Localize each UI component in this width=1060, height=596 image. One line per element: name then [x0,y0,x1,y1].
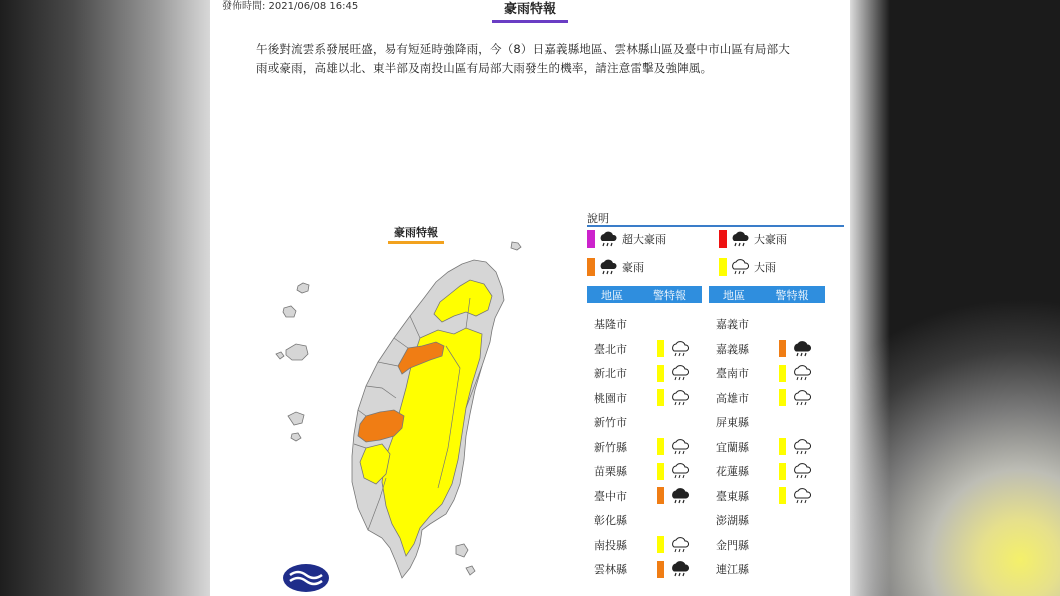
county-name: 臺東縣 [716,489,749,503]
heavy-rain-cloud-icon [598,230,618,248]
county-row [716,363,812,383]
county-row [594,412,646,432]
island-kinmen-1 [288,412,304,425]
county-row [716,314,768,334]
warning-level-bar [657,487,664,504]
county-name: 南投縣 [594,538,627,552]
warning-panel [210,0,850,596]
legend-swatch [719,258,727,276]
county-name: 基隆市 [594,318,627,331]
county-name: 新竹縣 [594,440,627,454]
legend-label: 豪雨 [622,261,644,274]
county-row [716,486,812,506]
warning-level-bar [657,389,664,406]
rain-cloud-icon [730,258,750,276]
legend-item-super-torrential [587,229,666,249]
legend-item-torrential [587,257,644,277]
island-kinmen-2 [291,433,301,441]
county-name: 臺中市 [594,489,627,503]
county-row [716,412,768,432]
county-row [716,510,768,530]
county-name: 臺南市 [716,367,749,380]
header-region: 地區 [601,288,623,302]
county-name: 新北市 [594,367,627,380]
county-row [716,559,768,579]
county-name: 苗栗縣 [594,465,627,478]
rain-cloud-icon [670,536,690,554]
county-row [594,388,690,408]
warning-description: 午後對流雲系發展旺盛，易有短延時強降雨，今（8）日嘉義縣地區、雲林縣山區及臺中市山區有局部大雨或豪雨，高雄以北、東半部及南投山區有局部大雨發生的機率，請注意雷擊及強陣風。 [256,42,791,75]
legend-swatch [719,230,727,248]
background-right-blur [850,0,1060,596]
heavy-rain-cloud-icon [670,560,690,578]
county-name: 高雄市 [716,391,749,405]
rain-cloud-icon [670,340,690,358]
rain-cloud-icon [792,389,812,407]
county-name: 嘉義市 [716,318,749,331]
island-penghu-2 [276,352,284,359]
county-name: 花蓮縣 [716,465,749,478]
heavy-rain-cloud-icon [670,487,690,505]
warning-level-bar [657,340,664,357]
warning-level-bar [779,463,786,480]
county-name: 連江縣 [716,563,749,576]
island-orchid [466,566,475,575]
county-name: 彰化縣 [594,514,627,527]
county-row [716,388,812,408]
county-row [594,461,690,481]
heavy-rain-cloud-icon [598,258,618,276]
county-row [594,486,690,506]
warning-level-bar [657,561,664,578]
warning-level-bar [779,340,786,357]
legend-item-extremely-heavy [719,229,787,249]
county-name: 屏東縣 [716,416,749,429]
island-green [456,544,468,557]
island-matsu-1 [511,242,521,250]
county-row [594,339,690,359]
warning-level-bar [657,438,664,455]
warning-level-bar [779,487,786,504]
county-row [594,437,690,457]
background-left-blur [0,0,210,596]
rain-cloud-icon [670,389,690,407]
rain-cloud-icon [792,364,812,382]
county-row [594,363,690,383]
table-header-right [709,286,825,303]
issue-time: 發佈時間: 2021/06/08 16:45 [222,1,359,12]
warning-level-bar [657,463,664,480]
county-row [716,339,812,359]
county-name: 金門縣 [716,538,749,552]
legend-swatch [587,258,595,276]
island-penghu-1 [286,344,308,360]
page-title: 豪雨特報 [492,0,568,23]
county-name: 雲林縣 [594,563,627,576]
legend-label: 大雨 [754,261,776,274]
county-row [594,314,646,334]
legend-title: 說明 [587,210,844,227]
table-header-left [587,286,702,303]
county-name: 澎湖縣 [716,514,749,527]
cwb-logo [282,563,330,593]
legend-item-heavy [719,257,776,277]
county-name: 宜蘭縣 [716,440,749,454]
rain-cloud-icon [670,364,690,382]
county-row [594,559,690,579]
heavy-rain-cloud-icon [792,340,812,358]
rain-cloud-icon [670,438,690,456]
heavy-rain-cloud-icon [730,230,750,248]
legend-label: 超大豪雨 [622,233,666,246]
island-matsu-3 [283,306,296,317]
rain-cloud-icon [792,462,812,480]
warning-level-bar [657,536,664,553]
warning-level-bar [779,389,786,406]
county-name: 臺北市 [594,342,627,356]
county-row [716,461,812,481]
county-name: 新竹市 [594,416,627,429]
warning-level-bar [779,438,786,455]
warning-level-bar [779,365,786,382]
island-matsu-2 [297,283,309,293]
header-warning: 警特報 [653,288,686,302]
county-row [716,437,812,457]
rain-cloud-icon [792,487,812,505]
warning-level-bar [657,365,664,382]
county-row [716,535,768,555]
county-name: 桃園市 [594,391,627,405]
rain-cloud-icon [792,438,812,456]
county-row [594,535,690,555]
county-name: 嘉義縣 [716,342,749,356]
county-row [594,510,646,530]
legend-swatch [587,230,595,248]
rain-cloud-icon [670,462,690,480]
header-warning: 警特報 [775,288,809,302]
map-title: 豪雨特報 [388,225,444,244]
taiwan-warning-map [270,238,540,583]
legend-label: 大豪雨 [754,233,787,246]
header-region: 地區 [723,288,745,302]
